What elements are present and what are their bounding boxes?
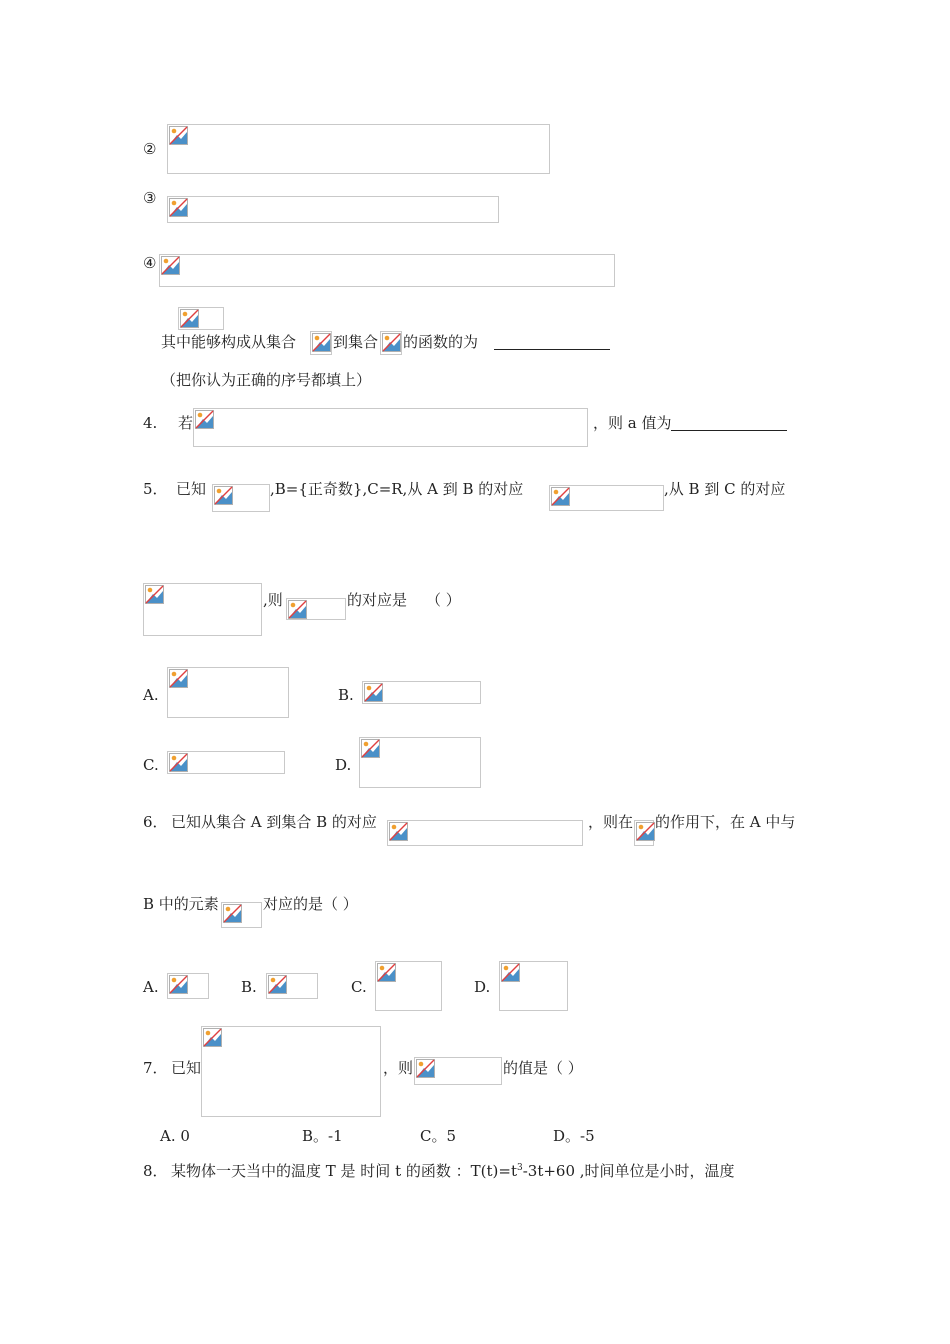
formula-image	[193, 408, 588, 447]
formula-image	[159, 254, 615, 287]
option-d-image	[359, 737, 481, 788]
q7-suffix: 的值是（ ）	[503, 1059, 583, 1077]
broken-image-icon	[145, 585, 164, 604]
option-d-label: D.	[335, 756, 352, 774]
option-a-label: A.	[143, 978, 159, 996]
q5-line2-mid: ,则	[263, 591, 283, 609]
broken-image-icon	[288, 600, 307, 619]
option-c-label: C.	[351, 978, 367, 996]
q7-mid: ，则	[383, 1059, 414, 1077]
broken-image-icon	[377, 963, 396, 982]
broken-image-icon	[268, 975, 287, 994]
q6-line2-suffix: 对应的是（ ）	[263, 895, 358, 913]
q8-text	[171, 1162, 735, 1180]
option-mark-2: ②	[143, 140, 157, 158]
option-a: A. 0	[160, 1127, 190, 1145]
option-c: C。5	[420, 1127, 457, 1145]
q5-mid2: ,从 B 到 C 的对应	[664, 480, 786, 498]
option-d-label: D.	[474, 978, 491, 996]
broken-image-icon	[364, 683, 383, 702]
q8-number: 8．	[143, 1162, 168, 1180]
formula-image	[212, 484, 270, 512]
broken-image-icon	[169, 975, 188, 994]
option-b-label: B.	[241, 978, 257, 996]
q3-line-suffix: 的函数的为	[403, 333, 479, 351]
q8-text-b: -3t+60 ,时间单位是小时，温度	[522, 1162, 735, 1180]
formula-image	[387, 820, 583, 846]
broken-image-icon	[361, 739, 380, 758]
broken-image-icon	[636, 822, 655, 841]
q7-number: 7．	[143, 1059, 168, 1077]
option-d-image	[499, 961, 568, 1011]
broken-image-icon	[551, 487, 570, 506]
q5-line2-suffix: 的对应是	[347, 591, 408, 609]
q4-suffix: ，则 a 值为	[593, 414, 672, 432]
broken-image-icon	[416, 1059, 435, 1078]
q4-prefix: 若	[178, 414, 194, 432]
q3-hint: （把你认为正确的序号都填上）	[161, 371, 372, 389]
q8-text-a: 某物体一天当中的温度 T 是 时间 t 的函数 ：T(t)=t	[171, 1162, 517, 1180]
q7-prefix: 已知	[171, 1059, 202, 1077]
formula-image	[634, 820, 654, 846]
option-a-image	[167, 973, 209, 999]
broken-image-icon	[223, 904, 242, 923]
formula-image	[201, 1026, 381, 1117]
broken-image-icon	[169, 669, 188, 688]
q6-mid: ，则在	[588, 813, 634, 831]
q6-prefix: 已知从集合 A 到集合 B 的对应	[171, 813, 377, 831]
set-a-image	[310, 331, 332, 355]
set-b-image	[380, 331, 402, 355]
q5-number: 5．	[143, 480, 168, 498]
q3-line-mid: 到集合	[333, 333, 379, 351]
option-a-label: A.	[143, 686, 159, 704]
q5-prefix: 已知	[176, 480, 207, 498]
broken-image-icon	[203, 1028, 222, 1047]
q3-line-prefix: 其中能够构成从集合	[161, 333, 297, 351]
q8-superscript: 3	[516, 1163, 523, 1173]
formula-image	[221, 902, 262, 928]
formula-image	[143, 583, 262, 636]
formula-image	[286, 598, 346, 620]
broken-image-icon	[169, 126, 188, 145]
broken-image-icon	[214, 486, 233, 505]
broken-image-icon	[169, 753, 188, 772]
broken-image-icon	[161, 256, 180, 275]
option-c-label: C.	[143, 756, 159, 774]
q6-line2-prefix: B 中的元素	[143, 895, 219, 913]
broken-image-icon	[180, 309, 199, 328]
q6-number: 6．	[143, 813, 168, 831]
broken-image-icon	[382, 333, 401, 352]
answer-paren: （ ）	[426, 591, 461, 609]
option-a-image	[167, 667, 289, 718]
formula-image	[178, 307, 224, 330]
formula-image	[167, 196, 499, 223]
formula-image	[167, 124, 550, 174]
answer-blank[interactable]	[494, 333, 610, 350]
broken-image-icon	[389, 822, 408, 841]
option-b-label: B.	[338, 686, 354, 704]
q6-suffix: 的作用下，在 A 中与	[655, 813, 796, 831]
formula-image	[414, 1057, 502, 1085]
option-mark-4: ④	[143, 254, 157, 272]
broken-image-icon	[501, 963, 520, 982]
option-mark-3: ③	[143, 189, 157, 207]
option-d: D。-5	[553, 1127, 595, 1145]
formula-image	[549, 485, 664, 511]
option-b: B。-1	[302, 1127, 343, 1145]
broken-image-icon	[312, 333, 331, 352]
q4-number: 4.	[143, 414, 158, 432]
option-c-image	[167, 751, 285, 774]
option-b-image	[362, 681, 481, 704]
answer-blank[interactable]	[671, 414, 787, 431]
option-b-image	[266, 973, 318, 999]
option-c-image	[375, 961, 442, 1011]
broken-image-icon	[195, 410, 214, 429]
broken-image-icon	[169, 198, 188, 217]
q5-mid1: ,B={正奇数},C=R,从 A 到 B 的对应	[270, 480, 524, 498]
